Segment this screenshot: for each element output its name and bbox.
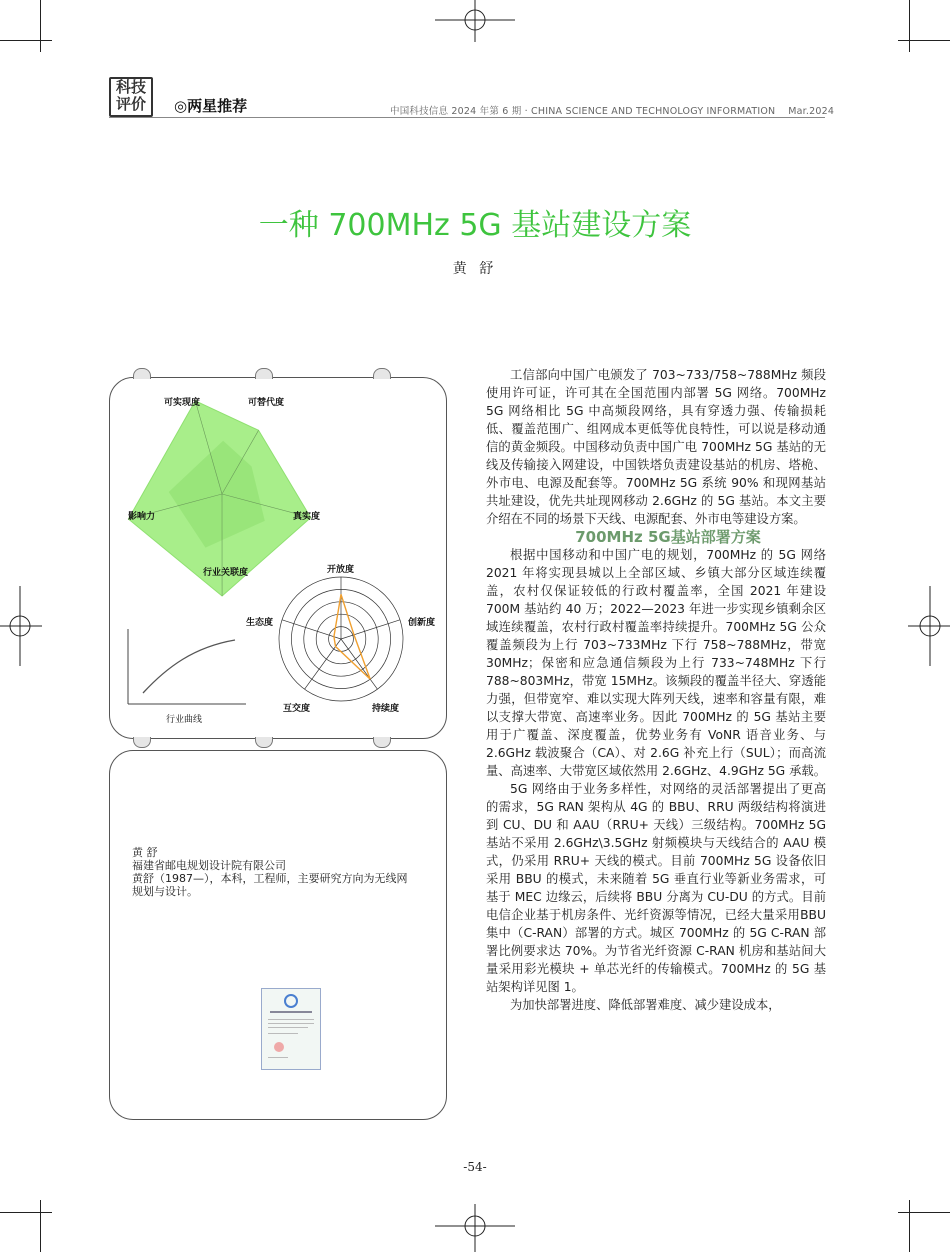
article-author: 黄 舒 [452, 261, 498, 277]
body-paragraph: 为加快部署进度、降低部署难度、减少建设成本， [510, 998, 781, 1012]
small-radar-spoke [341, 639, 377, 689]
small-radar-series [334, 594, 370, 679]
industry-curve-line [143, 640, 235, 693]
big-radar-label: 可实现度 [164, 398, 201, 408]
small-radar-label: 创新度 [408, 618, 436, 628]
small-radar-label: 互交度 [283, 704, 311, 714]
page-number: -54- [463, 1160, 487, 1174]
bio-affiliation: 福建省邮电规划设计院有限公司 [132, 859, 286, 872]
big-radar-label: 影响力 [128, 512, 156, 522]
author-bio [132, 846, 432, 898]
small-radar-label: 生态度 [246, 618, 274, 628]
curve-label: 行业曲线 [166, 715, 203, 725]
header-rule [109, 117, 825, 118]
bio-intro-line-2: 规划与设计。 [132, 885, 198, 898]
evaluation-graphics [109, 377, 445, 737]
body-paragraph: 工信部向中国广电颁发了 703~733/758~788MHz 频段使用许可证，许可其在全国范围内部署 5G 网络。700MHz 5G 网络相比 5G 中高频段网络，具有穿透力强、传输损耗低、覆盖范围广、组网成本更低等优良特性，可以说是移动通信的黄金频段。中国移动负责中国广电 700MHz 5G 基站的无线及传输接入网建设，中国铁塔负责建设基站的机房、塔桅、外市电、电源及配套等。700MHz 5G 系统 90% 和现网基站共址建设，优先共址现网移动 2.6GHz 的 5G 基站。本文主要介绍在不同的场景下天线、电源配套、外市电等建设方案。 [486, 368, 826, 526]
journal-logo [109, 77, 153, 117]
big-radar-label: 可替代度 [248, 398, 285, 408]
running-head: 中国科技信息 2024 年第 6 期 · CHINA SCIENCE AND TECHNOLOGY INFORMATION Mar.2024 [390, 106, 835, 117]
article-body [486, 366, 826, 1014]
certificate-graphic [262, 989, 320, 1069]
body-paragraph: 5G 网络由于业务多样性，对网络的灵活部署提出了更高的需求，5G RAN 架构从 4G 的 BBU、RRU 两级结构将演进到 CU、DU 和 AAU（RRU+ 天线）三级结构。700MHz 5G 基站不采用 2.6GHz\3.5GHz 射频模块与天线结合的 AAU 模式，仍采用 RRU+ 天线的模式。目前 700MHz 5G 设备依旧采用 BBU 的模式，未来随着 5G 垂直行业等新业务需求，可基于 MEC 边缘云，后续将 BBU 分离为 CU-DU 的方式。目前电信企业基于机房条件、光纤资源等情况，已经大量采用BBU 集中（C-RAN）部署的方式。城区 700MHz 的 5G C-RAN 部署比例要求达 70%。为节省光纤资源 C-RAN 机房和基站间大量采用彩光模块 + 单芯光纤的传输模式。700MHz 的 5G 基站架构详见图 1。 [486, 782, 826, 994]
bio-intro-line-1: 黄舒（1987—），本科，工程师，主要研究方向为无线网 [132, 872, 408, 885]
body-paragraph: 根据中国移动和中国广电的规划，700MHz 的 5G 网络 2021 年将实现县城以上全部区域、乡镇大部分区域连续覆盖，农村仅保证较低的行政村覆盖率，全国 2021 年建设 700M 基站约 40 万；2022—2023 年进一步实现乡镇剩余区域连续覆盖，农村行政村覆盖率持续提升。700MHz 5G 公众覆盖频段为上行 703~733MHz 下行 758~788MHz，带宽 30MHz；保密和应急通信频段为上行 733~748MHz 下行 788~803MHz，带宽 15MHz。该频段的覆盖半径大、穿透能力强，但带宽窄、难以实现大阵列天线，速率和容量有限，难以支撑大带宽、高速率业务。因此 700MHz 的 5G 基站主要用于广覆盖、深度覆盖，优势业务有 VoNR 语音业务、与 2.6GHz 载波聚合（CA）、对 2.6G 补充上行（SUL）；而高流量、高速率、大带宽区域依然用 2.6GHz、4.9GHz 5G 承载。 [486, 548, 826, 778]
industry-curve-chart [128, 629, 246, 704]
section-heading: 700MHz 5G基站部署方案 [575, 528, 761, 546]
small-radar-chart [279, 577, 403, 701]
article-title: 一种 700MHz 5G 基站建设方案 [258, 208, 692, 243]
small-radar-label: 持续度 [372, 704, 400, 714]
big-radar-label: 行业关联度 [203, 568, 249, 578]
logo-line-1: 科技 [115, 78, 146, 96]
bio-name: 黄 舒 [132, 846, 158, 859]
small-radar-label: 开放度 [327, 565, 355, 575]
big-radar-label: 真实度 [293, 512, 321, 522]
small-radar-spoke [282, 620, 341, 639]
logo-line-2: 评价 [115, 95, 146, 113]
section-tag: ◎两星推荐 [174, 97, 248, 115]
certificate-image [261, 988, 321, 1070]
